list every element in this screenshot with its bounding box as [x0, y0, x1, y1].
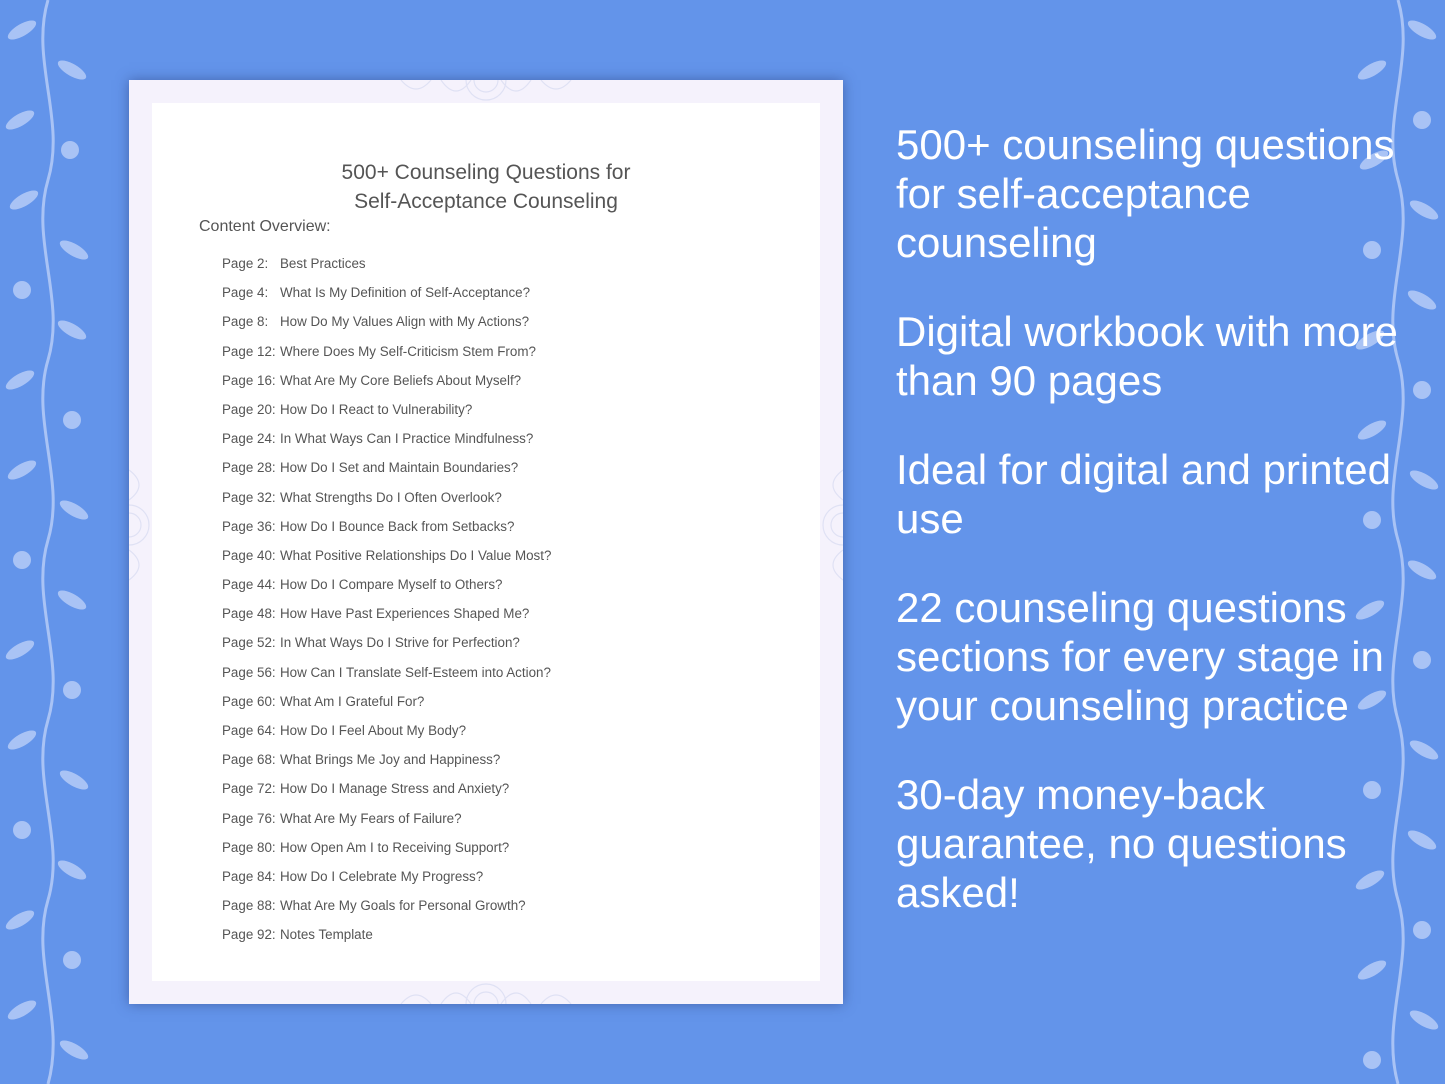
toc-topic: Best Practices	[280, 256, 366, 271]
toc-page-number: Page 32:	[222, 489, 276, 505]
feature-list	[896, 120, 1416, 957]
toc-entry	[222, 344, 551, 373]
toc-entry	[222, 694, 551, 723]
toc-page-number: Page 76:	[222, 810, 276, 826]
toc-entry	[222, 402, 551, 431]
toc-page-number: Page 84:	[222, 868, 276, 884]
toc-entry	[222, 635, 551, 664]
toc-page-number: Page 4:	[222, 285, 269, 301]
toc-topic: How Have Past Experiences Shaped Me?	[280, 606, 530, 622]
toc-entry	[222, 460, 551, 489]
toc-topic: How Do I Set and Maintain Boundaries?	[280, 460, 519, 476]
feature-text: Ideal for digital and printed use	[896, 446, 1391, 542]
toc-page-number: Page 68:	[222, 752, 276, 768]
toc-topic: What Am I Grateful For?	[280, 693, 425, 709]
toc-entry	[222, 285, 551, 314]
toc-topic: Notes Template	[280, 927, 373, 943]
toc-entry	[222, 519, 551, 548]
toc-page-number: Page 16:	[222, 372, 276, 388]
toc-topic: Where Does My Self-Criticism Stem From?	[280, 343, 536, 359]
toc-entry	[222, 577, 551, 606]
toc-page-number: Page 28:	[222, 460, 276, 476]
toc-page-number: Page 44:	[222, 577, 276, 593]
mandala-top-icon	[381, 80, 591, 103]
table-of-contents	[222, 256, 551, 957]
toc-page-number: Page 20:	[222, 401, 276, 417]
toc-topic: How Do I React to Vulnerability?	[280, 401, 473, 417]
toc-page-number: Page 88:	[222, 898, 276, 914]
toc-page-number: Page 24:	[222, 431, 276, 447]
feature-text: 22 counseling questions sections for every stage in your counseling practice	[896, 584, 1384, 729]
toc-entry	[222, 869, 551, 898]
toc-page-number: Page 56:	[222, 664, 276, 680]
toc-entry	[222, 606, 551, 635]
toc-topic: How Do I Compare Myself to Others?	[280, 577, 503, 593]
toc-page-number: Page 92:	[222, 927, 276, 943]
toc-topic: How Do My Values Align with My Actions?	[280, 314, 530, 330]
document-page	[129, 80, 843, 1004]
toc-page-number: Page 64:	[222, 723, 276, 738]
toc-topic: What Are My Goals for Personal Growth?	[280, 898, 526, 914]
toc-entry	[222, 752, 551, 781]
toc-topic: What Are My Fears of Failure?	[280, 810, 462, 826]
toc-entry	[222, 314, 551, 343]
toc-entry	[222, 373, 551, 402]
toc-entry	[222, 898, 551, 927]
toc-page-number: Page 8:	[222, 314, 269, 330]
toc-topic: What Are My Core Beliefs About Myself?	[280, 372, 522, 388]
toc-page-number: Page 72:	[222, 781, 276, 797]
mandala-left-icon	[129, 450, 152, 600]
toc-page-number: Page 40:	[222, 547, 276, 563]
toc-page-number: Page 52:	[222, 635, 276, 651]
toc-topic: In What Ways Can I Practice Mindfulness?	[280, 431, 534, 447]
toc-topic: In What Ways Do I Strive for Perfection?	[280, 635, 520, 651]
toc-entry	[222, 548, 551, 577]
toc-entry	[222, 431, 551, 460]
toc-entry	[222, 811, 551, 840]
toc-entry	[222, 840, 551, 869]
toc-topic: How Do I Bounce Back from Setbacks?	[280, 518, 515, 534]
document-title-line-1: 500+ Counseling Questions for	[341, 161, 631, 184]
feature-text: Digital workbook with more than 90 pages	[896, 308, 1398, 404]
toc-entry	[222, 723, 551, 752]
toc-entry	[222, 781, 551, 810]
feature-text: 500+ counseling questions for self-acceptance counseling	[896, 121, 1395, 266]
toc-page-number: Page 36:	[222, 518, 276, 534]
mandala-right-icon	[820, 450, 843, 600]
toc-topic: How Do I Manage Stress and Anxiety?	[280, 781, 510, 797]
toc-topic: How Do I Celebrate My Progress?	[280, 868, 484, 884]
toc-topic: What Is My Definition of Self-Acceptance?	[280, 285, 531, 301]
toc-entry	[222, 927, 551, 956]
toc-topic: How Can I Translate Self-Esteem into Action?	[280, 664, 551, 680]
toc-topic: What Strengths Do I Often Overlook?	[280, 489, 502, 505]
toc-page-number: Page 80:	[222, 839, 276, 855]
toc-page-number: Page 2:	[222, 256, 269, 271]
document-content	[152, 103, 820, 981]
toc-topic: How Do I Feel About My Body?	[280, 723, 467, 738]
document-title-line-2: Self-Acceptance Counseling	[354, 190, 618, 213]
toc-entry	[222, 490, 551, 519]
toc-entry	[222, 256, 551, 285]
content-overview-heading: Content Overview:	[199, 218, 331, 235]
toc-entry	[222, 665, 551, 694]
toc-page-number: Page 48:	[222, 606, 276, 622]
toc-page-number: Page 60:	[222, 693, 276, 709]
toc-topic: What Brings Me Joy and Happiness?	[280, 752, 501, 768]
mandala-bottom-icon	[381, 981, 591, 1004]
toc-topic: What Positive Relationships Do I Value Most?	[280, 547, 552, 563]
document-title	[152, 158, 820, 216]
floral-vine-left-icon	[0, 0, 95, 1084]
toc-topic: How Open Am I to Receiving Support?	[280, 839, 510, 855]
feature-text: 30-day money-back guarantee, no questions asked!	[896, 771, 1347, 916]
toc-page-number: Page 12:	[222, 343, 276, 359]
